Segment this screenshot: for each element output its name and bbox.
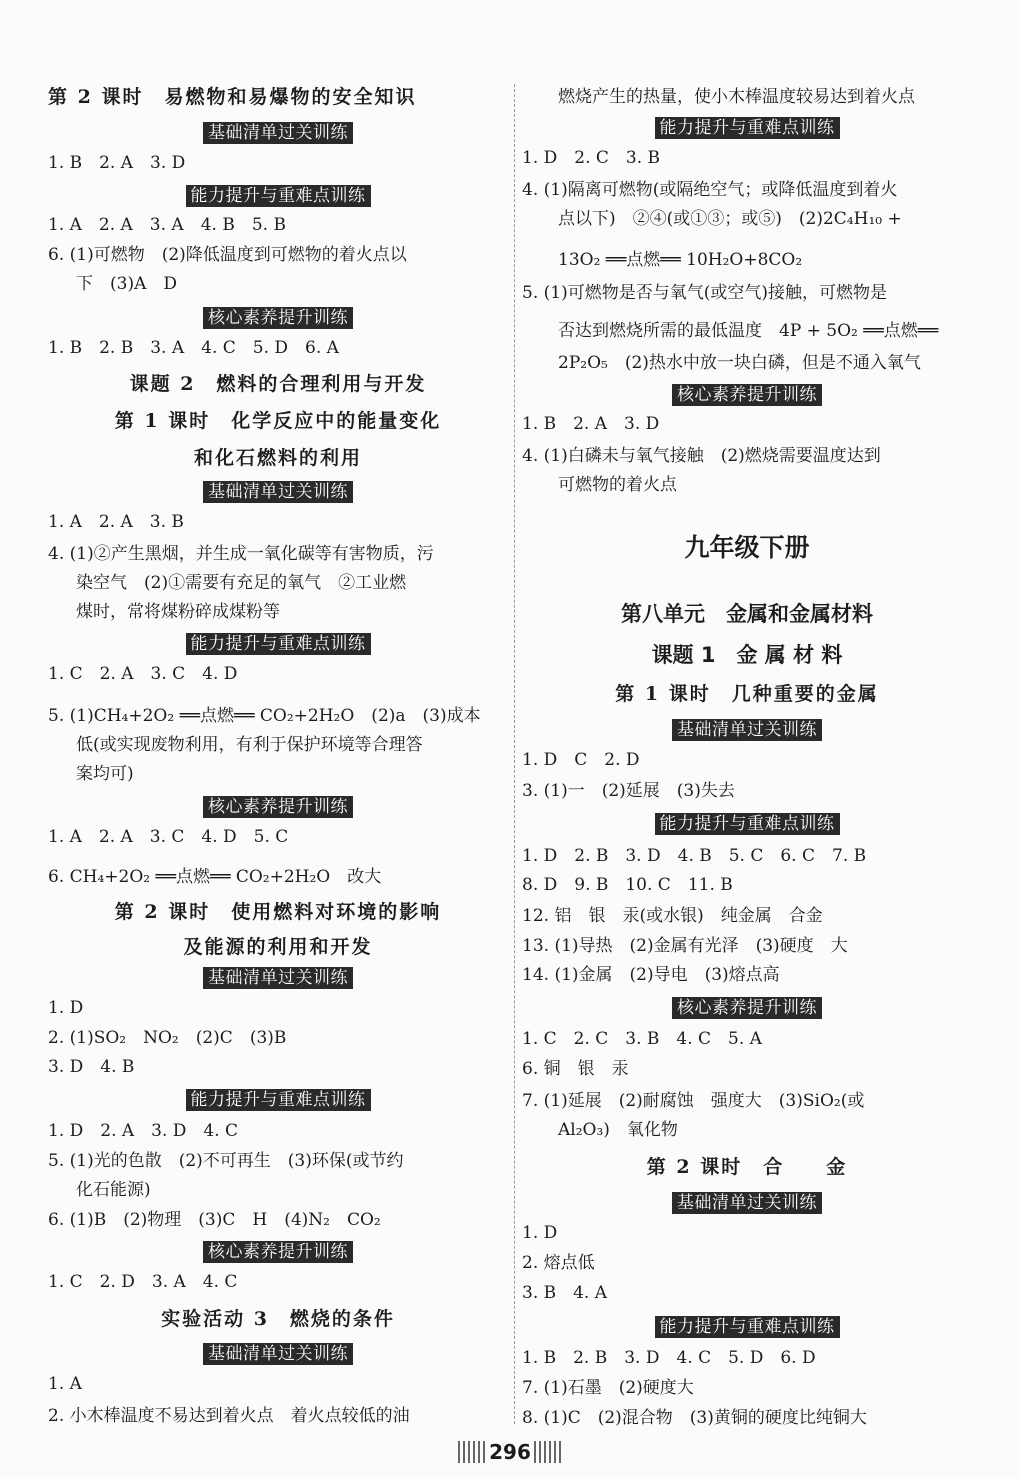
section-label-bar [48,633,508,660]
section-heading: 和化石燃料的利用 [193,447,362,469]
answer-line: 2. 熔点低 [522,1253,595,1273]
section-heading: 第 2 课时 使用燃料对环境的影响 [114,901,442,923]
answer-line: 6. 铜 银 汞 [522,1059,629,1079]
section-label: 基础清单过关训练 [672,719,822,741]
section-label: 能力提升与重难点训练 [655,813,840,835]
answer-line: 7. (1)石墨 (2)硬度大 [522,1378,694,1398]
section-heading: 第 1 课时 化学反应中的能量变化 [114,410,442,432]
answer-line: 5. (1)可燃物是否与氧气(或空气)接触，可燃物是 [522,283,887,303]
section-label-bar [522,719,972,746]
section-label-bar [48,1241,508,1268]
answer-line: 1. D 2. C 3. B [522,148,661,168]
section-heading: 第 2 课时 易燃物和易爆物的安全知识 [48,86,417,108]
answer-line: 1. D 2. A 3. D 4. C [48,1121,239,1141]
answer-line: 1. B 2. A 3. D [48,153,186,173]
answer-line: 否达到燃烧所需的最低温度 4P + 5O₂ ══点燃══ [558,321,939,341]
column-divider [514,84,515,1424]
section-label: 基础清单过关训练 [203,1343,353,1365]
answer-line: 1. B 2. B 3. A 4. C 5. D 6. A [48,338,339,358]
section-label-bar [48,185,508,212]
section-label-bar [522,1316,972,1343]
section-label: 基础清单过关训练 [203,122,353,144]
answer-line: 1. B 2. A 3. D [522,414,660,434]
volume-title: 九年级下册 [684,533,810,562]
answer-line: 案均可) [76,764,134,784]
section-heading: 课题 2 燃料的合理利用与开发 [129,373,427,395]
section-label-bar [522,813,972,840]
answer-line: 1. C 2. C 3. B 4. C 5. A [522,1029,762,1049]
answer-line: 5. (1)光的色散 (2)不可再生 (3)环保(或节约 [48,1151,404,1171]
section-label: 能力提升与重难点训练 [655,117,840,139]
section-label-bar [48,967,508,994]
section-label-bar [48,122,508,149]
answer-line: 6. (1)可燃物 (2)降低温度到可燃物的着火点以 [48,245,407,265]
section-heading: 第八单元 金属和金属材料 [621,602,873,626]
section-heading: 课题 1 金 属 材 料 [651,643,843,667]
section-heading: 第 2 课时 合 金 [646,1156,848,1178]
section-label: 基础清单过关训练 [672,1192,822,1214]
section-label: 能力提升与重难点训练 [186,185,371,207]
page-number: 296 [489,1439,531,1464]
answer-line: 13. (1)导热 (2)金属有光泽 (3)硬度 大 [522,936,848,956]
answer-line: 13O₂ ══点燃══ 10H₂O+8CO₂ [558,250,803,270]
answer-line: 1. D 2. B 3. D 4. B 5. C 6. C 7. B [522,846,867,866]
answer-line: 12. 铝 银 汞(或水银) 纯金属 合金 [522,906,823,926]
answer-line: 1. D C 2. D [522,750,640,770]
answer-line: 2P₂O₅ (2)热水中放一块白磷，但是不通入氧气 [558,353,921,373]
section-label: 核心素养提升训练 [203,307,353,329]
answer-line: 1. A 2. A 3. C 4. D 5. C [48,827,289,847]
section-heading: 及能源的利用和开发 [183,936,373,958]
answer-line: 低(或实现废物利用，有利于保护环境等合理答 [76,735,423,755]
section-label: 基础清单过关训练 [203,967,353,989]
answer-line: 6. CH₄+2O₂ ══点燃══ CO₂+2H₂O 改大 [48,867,382,887]
answer-line: 3. D 4. B [48,1057,135,1077]
section-label: 核心素养提升训练 [672,997,822,1019]
answer-line: 6. (1)B (2)物理 (3)C H (4)N₂ CO₂ [48,1210,381,1230]
section-label-bar [522,997,972,1024]
section-label: 能力提升与重难点训练 [186,633,371,655]
answer-line: 8. D 9. B 10. C 11. B [522,875,733,895]
section-label: 核心素养提升训练 [672,384,822,406]
section-label-bar [522,117,972,144]
section-label-bar [48,1343,508,1370]
section-label: 能力提升与重难点训练 [655,1316,840,1338]
answer-line: 3. B 4. A [522,1283,608,1303]
section-label: 核心素养提升训练 [203,1241,353,1263]
section-label-bar [522,1192,972,1219]
answer-line: 4. (1)白磷未与氧气接触 (2)燃烧需要温度达到 [522,446,881,466]
answer-line: 4. (1)隔离可燃物(或隔绝空气；或降低温度到着火 [522,180,898,200]
answer-line: 8. (1)C (2)混合物 (3)黄铜的硬度比纯铜大 [522,1408,867,1428]
answer-line: 下 (3)A D [76,274,177,294]
answer-line: 燃烧产生的热量，使小木棒温度较易达到着火点 [558,87,915,107]
answer-line: 1. D [522,1223,558,1243]
section-label: 核心素养提升训练 [203,796,353,818]
answer-line: 1. D [48,998,84,1018]
answer-line: 1. A [48,1374,82,1394]
answer-line: 1. C 2. A 3. C 4. D [48,664,238,684]
answer-line: 染空气 (2)①需要有充足的氧气 ②工业燃 [76,573,407,593]
section-label-bar [48,481,508,508]
barcode-stripes-right [534,1441,562,1463]
answer-line: 3. (1)一 (2)延展 (3)失去 [522,781,735,801]
section-heading: 实验活动 3 燃烧的条件 [161,1308,395,1330]
barcode-stripes-left [458,1441,486,1463]
section-label-bar [48,307,508,334]
page-number-footer [440,1435,580,1465]
answer-line: 2. 小木棒温度不易达到着火点 着火点较低的油 [48,1406,410,1426]
answer-line: 1. B 2. B 3. D 4. C 5. D 6. D [522,1348,816,1368]
section-heading: 第 1 课时 几种重要的金属 [615,683,879,705]
answer-line: 点以下) ②④(或①③；或⑤) (2)2C₄H₁₀ + [558,209,902,229]
answer-line: 2. (1)SO₂ NO₂ (2)C (3)B [48,1028,287,1048]
section-label-bar [522,384,972,411]
section-label-bar [48,796,508,823]
answer-line: 煤时，常将煤粉碎成煤粉等 [76,602,280,622]
section-label-bar [48,1089,508,1116]
section-label: 基础清单过关训练 [203,481,353,503]
answer-line: 1. C 2. D 3. A 4. C [48,1272,238,1292]
section-label: 能力提升与重难点训练 [186,1089,371,1111]
answer-line: 1. A 2. A 3. B [48,512,184,532]
answer-line: 可燃物的着火点 [558,475,677,495]
answer-line: 5. (1)CH₄+2O₂ ══点燃══ CO₂+2H₂O (2)a (3)成本 [48,706,481,726]
answer-line: 1. A 2. A 3. A 4. B 5. B [48,215,286,235]
answer-line: 化石能源) [76,1180,151,1200]
answer-line: 14. (1)金属 (2)导电 (3)熔点高 [522,965,780,985]
answer-line: 7. (1)延展 (2)耐腐蚀 强度大 (3)SiO₂(或 [522,1091,865,1111]
answer-line: Al₂O₃) 氧化物 [558,1120,678,1140]
answer-line: 4. (1)②产生黑烟，并生成一氧化碳等有害物质，污 [48,544,434,564]
